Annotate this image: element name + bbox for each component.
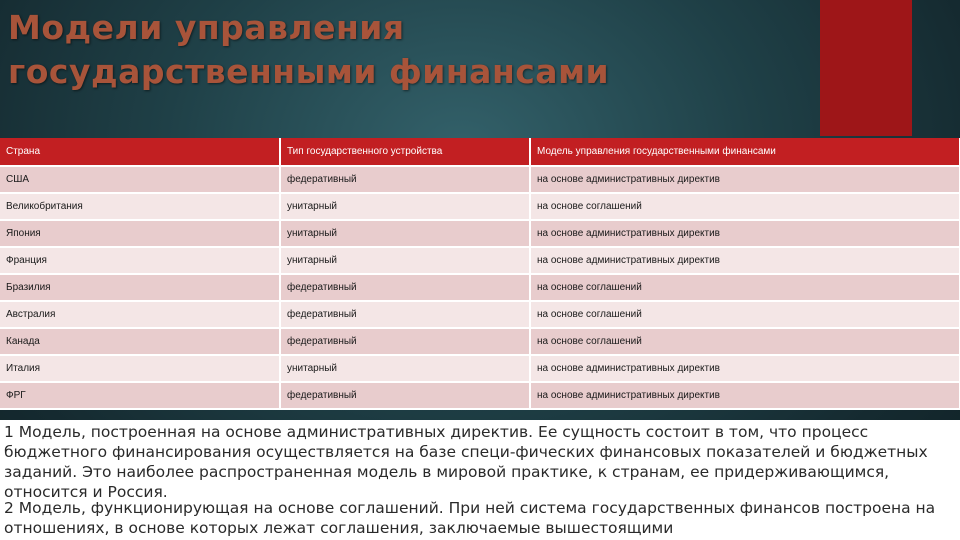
- table-row: [0, 193, 960, 220]
- cell-finance-model: на основе административных директив: [530, 382, 960, 409]
- table-row: [0, 328, 960, 355]
- cell-finance-model: на основе соглашений: [530, 328, 960, 355]
- cell-country: Италия: [0, 355, 280, 382]
- cell-finance-model: на основе административных директив: [530, 166, 960, 193]
- cell-government-type: унитарный: [280, 247, 530, 274]
- cell-finance-model: на основе административных директив: [530, 247, 960, 274]
- table-row: [0, 355, 960, 382]
- cell-government-type: федеративный: [280, 301, 530, 328]
- header-country: Страна: [0, 138, 280, 166]
- slide-title-line-2: государственными финансами: [8, 52, 610, 91]
- cell-government-type: унитарный: [280, 220, 530, 247]
- note-administrative-model: 1 Модель, построенная на основе административных директив. Ее сущность состоит в том, что процесс бюджетного финансирования осуществляется на базе специ-фических финансовых показателей и бюджетных заданий. Это наиболее распространенная модель в мировой практике, к странам, ее придерживающимся, относится и Россия.: [4, 423, 928, 501]
- cell-finance-model: на основе административных директив: [530, 220, 960, 247]
- cell-government-type: федеративный: [280, 328, 530, 355]
- header-government-type: Тип государственного устройства: [280, 138, 530, 166]
- cell-government-type: унитарный: [280, 193, 530, 220]
- cell-country: США: [0, 166, 280, 193]
- cell-finance-model: на основе соглашений: [530, 193, 960, 220]
- cell-government-type: федеративный: [280, 274, 530, 301]
- cell-country: Великобритания: [0, 193, 280, 220]
- table-row: [0, 301, 960, 328]
- table-header-row: [0, 138, 960, 166]
- cell-country: ФРГ: [0, 382, 280, 409]
- cell-country: Япония: [0, 220, 280, 247]
- note-agreement-model: 2 Модель, функционирующая на основе соглашений. При ней система государственных финансов построена на отношениях, в основе которых лежат соглашения, заключаемые вышестоящими: [4, 499, 936, 537]
- slide-title: [8, 6, 609, 94]
- decorative-red-block: [820, 0, 912, 136]
- header-finance-model: Модель управления государственными финансами: [530, 138, 960, 166]
- table-row: [0, 247, 960, 274]
- notes-panel: [0, 420, 960, 540]
- table-row: [0, 274, 960, 301]
- cell-country: Франция: [0, 247, 280, 274]
- cell-government-type: унитарный: [280, 355, 530, 382]
- cell-government-type: федеративный: [280, 382, 530, 409]
- table-row: [0, 166, 960, 193]
- slide-title-line-1: Модели управления: [8, 8, 405, 47]
- cell-finance-model: на основе административных директив: [530, 355, 960, 382]
- finance-models-table: [0, 138, 960, 410]
- cell-country: Бразилия: [0, 274, 280, 301]
- cell-country: Канада: [0, 328, 280, 355]
- cell-finance-model: на основе соглашений: [530, 301, 960, 328]
- cell-country: Австралия: [0, 301, 280, 328]
- table-row: [0, 382, 960, 409]
- table-row: [0, 220, 960, 247]
- cell-government-type: федеративный: [280, 166, 530, 193]
- cell-finance-model: на основе соглашений: [530, 274, 960, 301]
